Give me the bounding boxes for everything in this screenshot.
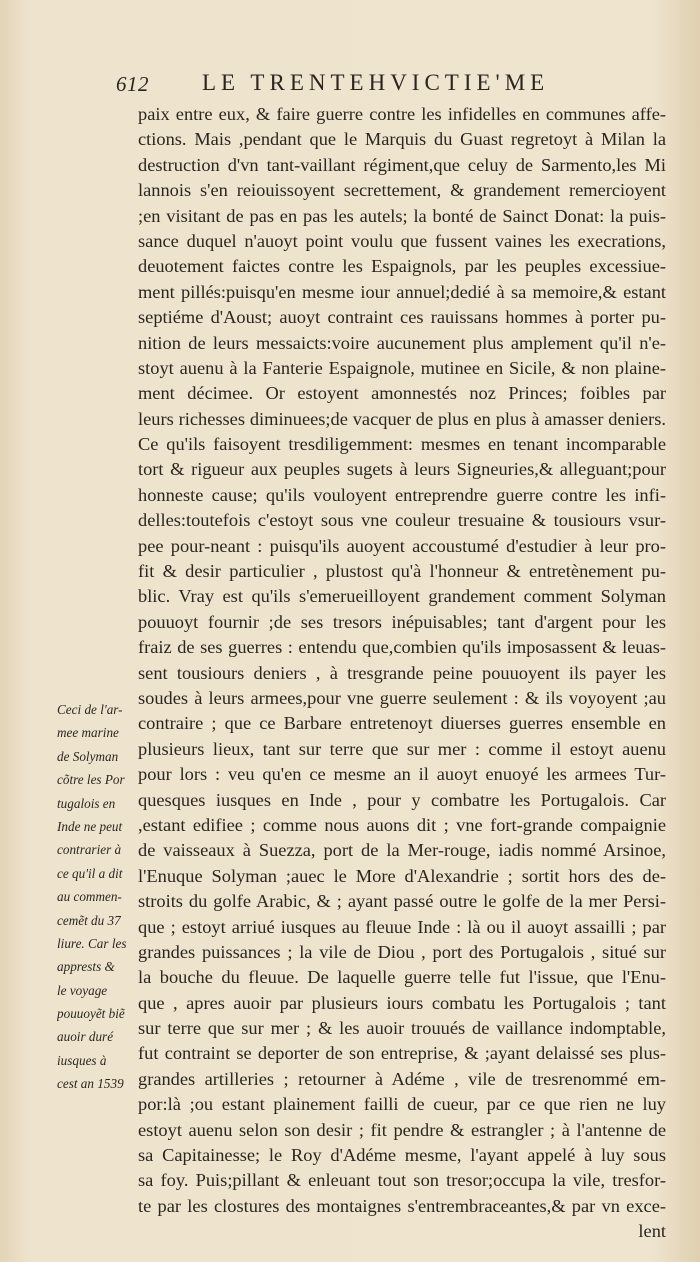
text-line: contraire ; que ce Barbare entretenoyt diuerses guerres ensemble en	[138, 713, 666, 734]
text-line: l'Enuque Solyman ;auec le More d'Alexandrie ; sortit hors des de-	[138, 865, 666, 886]
text-line: lannois s'en reiouissoyent secrettement, & grandement remercioyent	[138, 180, 666, 201]
text-line: lent	[638, 1221, 666, 1242]
margin-note-line: liure. Car les	[57, 935, 127, 951]
body-text	[138, 102, 666, 1245]
text-line: destruction d'vn tant-vaillant régiment,que celuy de Sarmento,les Mi	[138, 154, 666, 175]
text-line: que ; estoyt arriué iusques au fleuue Inde : là ou il auoyt assailli ; par	[138, 916, 666, 937]
text-line: leurs richesses diminuees;de vacquer de plus en plus à amasser deniers.	[138, 408, 666, 429]
text-line: paix entre eux, & faire guerre contre les infidelles en communes affe-	[138, 104, 666, 124]
margin-note-line: mee marine	[57, 725, 119, 741]
text-line: fut contraint se deporter de son entreprise, & ;ayant delaissé ses plus-	[138, 1043, 666, 1064]
text-line: plusieurs lieux, tant sur terre que sur mer : comme il estoyt auenu	[138, 738, 666, 759]
margin-note	[57, 698, 135, 1096]
margin-note-line: de Solyman	[57, 748, 119, 764]
text-line: septiéme d'Aoust; auoyt contraint ces rauissans hommes à porter pu-	[138, 307, 666, 328]
margin-note-line: apprests &	[57, 959, 115, 975]
text-line: quesques iusques en Inde , pour y combatre les Portugalois. Car	[138, 789, 666, 810]
text-line: stroits du golfe Arabic, & ; ayant passé outre le golfe de la mer Persi-	[138, 891, 666, 912]
text-line: fit & desir particulier , plustost qu'à l'honneur & entretènement pu-	[138, 561, 666, 582]
text-line: fraiz de ses guerres : entendu que,combien qu'ils imposassent & leuas-	[138, 637, 666, 658]
text-line: de vaisseaux à Suezza, port de la Mer-rouge, iadis nommé Arsinoe,	[138, 840, 666, 861]
text-line: ctions. Mais ,pendant que le Marquis du Guast regretoyt à Milan la	[138, 129, 666, 150]
text-line: sent tousiours deniers , à tresgrande peine pouuoyent ils payer les	[138, 662, 666, 683]
margin-note-line: cõtre les Por	[57, 772, 125, 788]
text-line: ment décimee. Or estoyent amonnestés noz Princes; foibles par	[138, 383, 666, 404]
text-line: ment pillés:puisqu'en mesme iour annuel;dedié à sa memoire,& estant	[138, 281, 666, 302]
text-line: tort & rigueur aux peuples sugets à leurs Signeuries,& alleguant;pour	[138, 459, 666, 480]
text-line: grandes puissances ; la vile de Diou , port des Portugalois , situé sur	[138, 941, 666, 962]
text-line: grandes artilleries ; retourner à Adéme , vile de tresrenommé em-	[138, 1068, 666, 1089]
running-title: LE TRENTEHVICTIE'ME	[202, 70, 550, 95]
text-line: sur terre que sur mer ; & les auoir trouués de vaillance indomptable,	[138, 1018, 666, 1039]
text-line: sa foy. Puis;pillant & enleuant tout son tresor;occupa la vile, tresfor-	[138, 1170, 666, 1191]
margin-note-line: auoir duré	[57, 1029, 114, 1045]
margin-note-line: Inde ne peut	[57, 818, 123, 834]
text-line: te par les clostures des montaignes s'entrembraceantes,& par vn exce-	[138, 1195, 666, 1216]
margin-note-line: le voyage	[57, 982, 108, 998]
text-line: sa Capitainesse; le Roy d'Adéme mesme, l'ayant appelé à luy sous	[138, 1145, 666, 1166]
margin-note-line: iusques à	[57, 1052, 107, 1068]
text-line: pee pour-neant : puisqu'ils auoyent accoustumé d'estudier à leur pro-	[138, 535, 666, 556]
margin-note-line: au commen-	[57, 889, 122, 905]
text-line: la bouche du fleuue. De laquelle guerre telle fut l'issue, que l'Enu-	[138, 967, 666, 988]
margin-note-line: Ceci de l'ar-	[57, 702, 123, 717]
text-line: ;en visitant de pas en pas les autels; la bonté de Sainct Donat: la puis-	[138, 205, 666, 226]
text-line: soudes à leurs armees,pour vne guerre seulement : & ils voyoyent ;au	[138, 687, 666, 708]
text-line: stoyt auenu à la Fanterie Espaignole, mutinee en Sicile, & non plaine-	[138, 357, 666, 378]
text-line: Ce qu'ils faisoyent tresdiligemment: mesmes en tenant incomparable	[138, 434, 666, 455]
text-line: que , apres auoir par plusieurs iours combatu les Portugalois ; tant	[138, 992, 666, 1013]
text-line: pour lors : veu qu'en ce mesme an il auoyt enuoyé les armees Tur-	[138, 764, 666, 785]
text-line: ,estant edifiee ; comme nous auons dit ; vne fort-grande compaignie	[138, 814, 666, 835]
margin-note-line: cest an 1539	[57, 1076, 124, 1092]
margin-note-line: cemẽt du 37	[57, 912, 121, 928]
margin-note-line: pouuoyẽt biẽ	[57, 1006, 125, 1022]
text-line: nition de leurs messaicts:voire aucunement plus amplement qu'il n'e-	[138, 332, 666, 353]
text-line: sance duquel n'auoyt point voulu que fussent vaines les execrations,	[138, 230, 666, 251]
text-line: pouuoyt fournir ;de ses tresors inépuisables; tant d'argent pour les	[138, 611, 666, 632]
margin-note-line: contrarier à	[57, 842, 122, 858]
text-line: blic. Vray est qu'ils s'emerueilloyent grandement comment Solyman	[138, 586, 666, 607]
page-number: 612	[116, 72, 149, 96]
text-line: deuotement faictes contre les Espaignols, par les peuples excessiue-	[138, 256, 666, 277]
margin-note-line: ce qu'il a dit	[57, 865, 123, 881]
margin-note-line: tugalois en	[57, 795, 116, 811]
text-line: por:là ;ou estant plainement failli de cueur, par ce que rien ne luy	[138, 1094, 666, 1115]
text-line: estoyt auenu selon son desir ; fit pendre & estrangler ; à l'antenne de	[138, 1119, 666, 1140]
text-line: honneste cause; qu'ils vouloyent entreprendre guerre contre les infi-	[138, 484, 666, 505]
text-line: delles:toutefois c'estoyt sous vne couleur tresuaine & tousiours vsur-	[138, 510, 666, 531]
